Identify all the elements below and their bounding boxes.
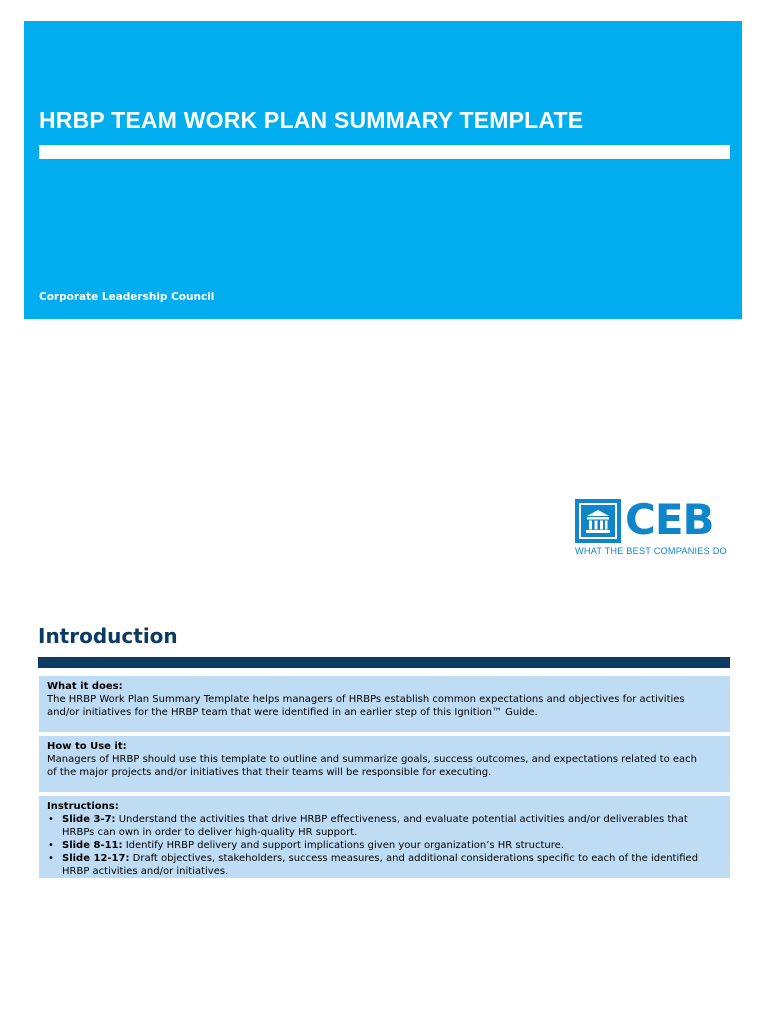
instruction-item xyxy=(47,839,722,852)
bullet-icon: • xyxy=(48,814,54,825)
how-to-use-title: How to Use it: xyxy=(47,741,127,752)
introduction-rule xyxy=(38,657,730,668)
instructions-title: Instructions: xyxy=(47,801,119,812)
what-it-does-title: What it does: xyxy=(47,681,123,692)
how-to-use-panel xyxy=(39,736,730,792)
instruction-text: HRBP activities and/or initiatives. xyxy=(62,866,229,877)
what-it-does-line: and/or initiatives for the HRBP team that were identified in an earlier step of this Ignition™ Guide. xyxy=(47,707,538,718)
building-columns-icon xyxy=(575,499,621,543)
title-underline xyxy=(39,145,730,159)
bullet-icon: • xyxy=(48,840,54,851)
bullet-icon: • xyxy=(48,853,54,864)
instruction-text: Understand the activities that drive HRBP effectiveness, and evaluate potential activities and/or deliverables that xyxy=(115,814,688,825)
instruction-text: HRBPs can own in order to deliver high-quality HR support. xyxy=(62,827,358,838)
instruction-text: Draft objectives, stakeholders, success measures, and additional considerations specific to each of the identified xyxy=(129,853,699,864)
what-it-does-line: The HRBP Work Plan Summary Template helps managers of HRBPs establish common expectations and objectives for activities xyxy=(47,694,685,705)
what-it-does-panel xyxy=(39,676,730,732)
logo-tagline: WHAT THE BEST COMPANIES DO xyxy=(575,546,727,556)
instruction-item xyxy=(47,852,722,878)
introduction-heading: Introduction xyxy=(38,624,178,648)
how-to-use-line: of the major projects and/or initiatives that their teams will be responsible for executing. xyxy=(47,767,492,778)
document-title: HRBP TEAM WORK PLAN SUMMARY TEMPLATE xyxy=(39,107,584,133)
logo-wordmark: CEB xyxy=(625,495,714,544)
title-banner xyxy=(24,21,742,319)
slide-range: Slide 8-11: xyxy=(62,840,123,851)
organization-name: Corporate Leadership Council xyxy=(39,291,215,303)
ceb-logo xyxy=(575,495,733,559)
slide-range: Slide 12-17: xyxy=(62,853,130,864)
instruction-item xyxy=(47,813,722,839)
instruction-text: Identify HRBP delivery and support implications given your organization’s HR structure. xyxy=(122,840,564,851)
instructions-panel xyxy=(39,796,730,878)
how-to-use-line: Managers of HRBP should use this template to outline and summarize goals, success outcomes, and expectations related to each xyxy=(47,754,697,765)
slide-range: Slide 3-7: xyxy=(62,814,116,825)
instructions-list xyxy=(47,813,722,878)
